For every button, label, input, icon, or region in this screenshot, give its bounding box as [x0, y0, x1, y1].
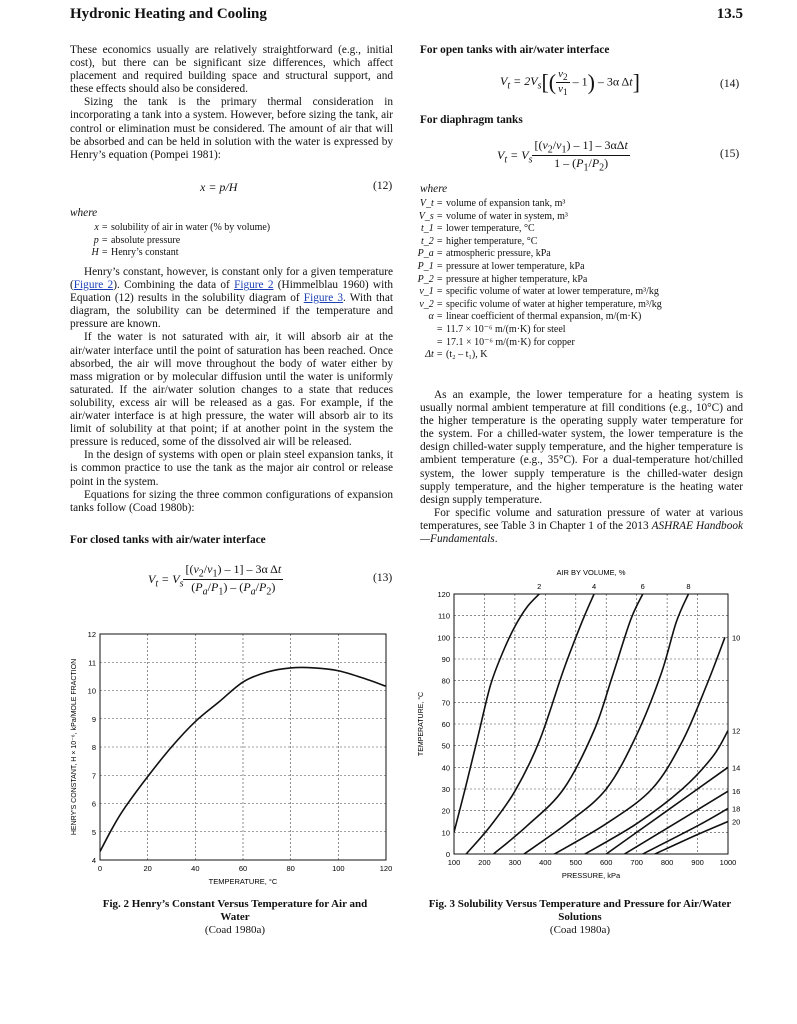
x-tick-label: 80 — [286, 864, 295, 873]
def-text: higher temperature, °C — [446, 235, 538, 247]
series-line-18 — [643, 809, 728, 855]
def-symbol: v_1 = — [419, 286, 443, 298]
y-tick-label: 50 — [441, 741, 450, 751]
equation-12: x = p/H — [200, 180, 238, 194]
equation-number: (14) — [720, 78, 740, 90]
definition-row — [405, 274, 745, 287]
definition-row — [70, 247, 390, 260]
y-axis-label: HENRY'S CONSTANT, H × 10⁻⁶, kPa/MOLE FRACTION — [71, 658, 78, 836]
series-label: 12 — [732, 726, 741, 736]
left-column-body — [70, 266, 393, 515]
equation-number: (13) — [373, 572, 393, 584]
diaphragm-tanks-heading: For diaphragm tanks — [420, 114, 523, 126]
text-run: ). Combining the data of — [113, 279, 235, 292]
definition-row — [405, 211, 745, 224]
x-tick-label: 800 — [660, 858, 674, 867]
open-tanks-heading: For open tanks with air/water interface — [420, 44, 610, 56]
y-tick-label: 20 — [441, 806, 450, 816]
definition-row — [405, 223, 745, 236]
y-tick-label: 30 — [441, 785, 450, 794]
closed-tanks-heading: For closed tanks with air/water interface — [70, 534, 266, 546]
figure-2-link[interactable]: Figure 2 — [73, 279, 114, 292]
paragraph — [420, 507, 743, 546]
y-tick-label: 80 — [441, 676, 450, 686]
x-tick-label: 20 — [143, 864, 152, 873]
x-tick-label: 900 — [691, 858, 704, 867]
def-symbol: v_2 = — [419, 298, 443, 310]
book-title: ASHRAE Handbook—Fundamentals — [420, 519, 744, 546]
definition-row — [70, 222, 390, 235]
x-tick-label: 0 — [97, 864, 103, 873]
paragraph — [70, 266, 393, 331]
series-label: 20 — [732, 817, 741, 827]
definition-row — [70, 235, 390, 248]
def-text: lower temperature, °C — [446, 223, 535, 235]
caption-text: Fig. 2 Henry’s Constant Versus Temperature for Air and Water — [102, 898, 368, 923]
y-tick-label: 9 — [91, 714, 96, 724]
def-text: linear coefficient of thermal expansion, m/(m·K) — [446, 311, 642, 323]
caption-text: Fig. 3 Solubility Versus Temperature and Pressure for Air/Water Solutions — [428, 898, 732, 923]
def-symbol: P_1 = — [417, 260, 443, 272]
caption-source: (Coad 1980a) — [204, 924, 266, 936]
y-tick-label: 4 — [91, 856, 96, 865]
series-line-2 — [454, 594, 539, 832]
y-tick-label: 5 — [91, 827, 96, 837]
text-run: Henry’s constant, however, is constant only for a given temperature ( — [70, 266, 393, 292]
x-axis-label: PRESSURE, kPa — [561, 871, 621, 880]
page-number: 13.5 — [716, 6, 743, 22]
def-text: solubility of air in water (% by volume) — [111, 222, 271, 233]
series-label: 6 — [640, 582, 645, 591]
def-symbol: P_a = — [417, 248, 443, 260]
caption-source: (Coad 1980a) — [549, 924, 611, 936]
text-run: . — [494, 533, 498, 546]
def-text: (t₂ – t₁), K — [446, 349, 488, 361]
def-symbol: V_t = — [419, 198, 443, 209]
definition-row — [405, 236, 745, 249]
figure-3-chart — [410, 565, 785, 885]
x-tick-label: 120 — [379, 864, 393, 873]
equation-13: $V_t = V_s$ $\frac{[(v_2/v_1) - 1] - 3\alpha \Delta t}{(P_a/P_1) - (P_a/P_2)}$ — [148, 562, 282, 598]
y-tick-label: 10 — [87, 686, 96, 696]
x-tick-label: 1000 — [719, 858, 737, 867]
paragraph: Sizing the tank is the primary thermal consideration in incorporating a tank into a system. However, before sizing the tank, air control or elimination must be considered. The amount of air that will be absorbed and can be held in solution with the water is expressed by Henry’s equation (Pompei 1981): — [70, 96, 393, 161]
y-tick-label: 100 — [437, 633, 450, 643]
x-tick-label: 500 — [569, 858, 583, 867]
x-tick-label: 600 — [599, 858, 613, 867]
series-label: 4 — [591, 582, 597, 591]
definition-row — [405, 299, 745, 312]
equation-14: $V_t = 2V_s$[( $\frac{v_2}{v_1}$ – 1) – 3α Δt] — [500, 68, 640, 98]
y-tick-label: 120 — [437, 590, 450, 599]
definition-row — [405, 324, 745, 337]
def-text: 17.1 × 10⁻⁶ m/(m·K) for copper — [446, 336, 575, 348]
chart-title: AIR BY VOLUME, % — [556, 568, 626, 577]
right-column-body — [420, 389, 743, 546]
x-tick-label: 100 — [447, 858, 461, 867]
def-text: Henry’s constant — [111, 247, 179, 259]
def-text: pressure at higher temperature, kPa — [446, 273, 588, 285]
def-text: volume of water in system, m³ — [446, 210, 568, 222]
def-symbol: = — [436, 323, 443, 335]
def-symbol: x = — [94, 222, 108, 233]
x-axis-label: TEMPERATURE, °C — [208, 877, 278, 886]
def-symbol: V_s = — [418, 210, 443, 222]
def-text: atmospheric pressure, kPa — [446, 248, 551, 260]
series-label: 8 — [686, 582, 691, 591]
series-label: 2 — [537, 582, 542, 591]
series-label: 10 — [732, 633, 741, 643]
def-symbol: H = — [91, 247, 108, 259]
figure-3-caption — [420, 898, 740, 937]
series-label: 16 — [732, 787, 741, 797]
x-tick-label: 400 — [539, 858, 552, 867]
y-tick-label: 10 — [441, 828, 450, 838]
definition-row — [405, 286, 745, 299]
figure-2-caption — [90, 898, 380, 937]
y-tick-label: 12 — [87, 630, 96, 639]
y-tick-label: 110 — [438, 611, 450, 621]
x-tick-label: 300 — [508, 858, 522, 867]
def-symbol: Δt = — [425, 349, 443, 361]
running-head-title: Hydronic Heating and Cooling — [70, 6, 267, 22]
x-tick-label: 100 — [332, 864, 345, 873]
y-tick-label: 90 — [441, 655, 450, 664]
series-label: 18 — [732, 804, 741, 814]
y-tick-label: 7 — [91, 771, 96, 781]
def-text: pressure at lower temperature, kPa — [446, 260, 585, 272]
def-text: specific volume of water at lower temperature, m³/kg — [446, 286, 659, 298]
definitions-list — [405, 198, 745, 362]
where-label: where — [420, 183, 448, 195]
definition-row — [405, 248, 745, 261]
paragraph: These economics usually are relatively straightforward (e.g., initial cost), but there can be significant size differences, which affect placement and required building space and structural support, and these effects should also be considered. — [70, 44, 393, 96]
def-symbol: t_2 = — [420, 235, 443, 247]
def-symbol: p = — [93, 234, 108, 246]
figure-2-link[interactable]: Figure 2 — [234, 279, 274, 292]
def-text: specific volume of water at higher temperature, m³/kg — [446, 298, 662, 310]
text-run: (Himmelblau 1960) with Equation (12) results in the solubility diagram of — [70, 279, 394, 305]
equation-number: (12) — [373, 180, 393, 192]
def-symbol: = — [436, 336, 443, 348]
def-symbol: P_2 = — [417, 273, 443, 285]
def-text: 11.7 × 10⁻⁶ m/(m·K) for steel — [446, 323, 566, 335]
definition-row — [405, 337, 745, 350]
x-tick-label: 40 — [191, 864, 200, 873]
series-line-20 — [655, 822, 728, 855]
definitions-list — [70, 222, 390, 260]
definition-row — [405, 261, 745, 274]
y-tick-label: 6 — [91, 799, 96, 809]
equation-number: (15) — [720, 148, 740, 160]
def-text: volume of expansion tank, m³ — [446, 198, 566, 209]
y-tick-label: 60 — [441, 720, 450, 729]
paragraph: In the design of systems with open or plain steel expansion tanks, it is common practice to use the tank as the major air control or release point in the system. — [70, 449, 393, 488]
equation-15: $V_t = V_s$ $\frac{[(v_2/v_1) - 1] - 3\alpha\Delta t}{1 - (P_1/P_2)}$ — [497, 138, 628, 174]
series-label: 14 — [732, 763, 741, 773]
y-tick-label: 11 — [88, 658, 96, 668]
figure-3-link[interactable]: Figure 3 — [303, 292, 344, 305]
definition-row — [405, 198, 745, 211]
x-tick-label: 60 — [238, 864, 248, 873]
x-tick-label: 200 — [478, 858, 491, 867]
y-tick-label: 40 — [441, 763, 450, 773]
text-run: . With that diagram, the solubility can be determined if the temperature and pressure are known. — [70, 292, 393, 331]
definition-row — [405, 349, 745, 362]
definition-row — [405, 311, 745, 324]
def-symbol: t_1 = — [420, 223, 443, 235]
y-tick-label: 70 — [441, 698, 450, 708]
paragraph: As an example, the lower temperature for a heating system is usually normal ambient temperature at fill conditions (e.g., 10°C) and the higher temperature is the operating supply water temperature for the system. For a chilled-water system, the lower temperature is the design chilled-water supply temperature, and the higher temperature is ambient temperature (e.g., 35°C). For a dual-temperature hot/chilled system, the lower supply temperature is the chilled-water design supply temperature, and the higher temperature is the heating water design supply temperature. — [420, 389, 743, 506]
x-tick-label: 700 — [630, 858, 643, 867]
paragraph: Equations for sizing the three common configurations of expansion tanks follow (Coad 1980b): — [70, 488, 393, 514]
y-tick-label: 8 — [91, 743, 96, 752]
where-label: where — [70, 207, 98, 219]
paragraph: If the water is not saturated with air, it will absorb air at the air/water interface until the point of saturation has been reached. Once absorbed, the air will move throughout the body of water either by mass migration or by molecular diffusion until the water is uniformly saturated. If the air/water solution changes to a state that reduces solubility, excess air will be released as a gas. For example, if the air/water interface is at high pressure, the water will absorb air to its limit of solubility at that point; if at another point in the system the pressure is reduced, some of the dissolved air will be released. — [70, 331, 393, 449]
y-axis-label: TEMPERATURE, °C — [418, 691, 425, 757]
figure-2-chart — [66, 628, 398, 890]
def-symbol: α = — [428, 311, 443, 323]
text-run: For specific volume and saturation pressure of water at various temperatures, see Table 3 in Chapter 1 of the 2013 — [420, 506, 743, 532]
def-text: absolute pressure — [111, 234, 181, 246]
left-column-intro — [70, 44, 393, 162]
y-tick-label: 0 — [445, 850, 450, 859]
